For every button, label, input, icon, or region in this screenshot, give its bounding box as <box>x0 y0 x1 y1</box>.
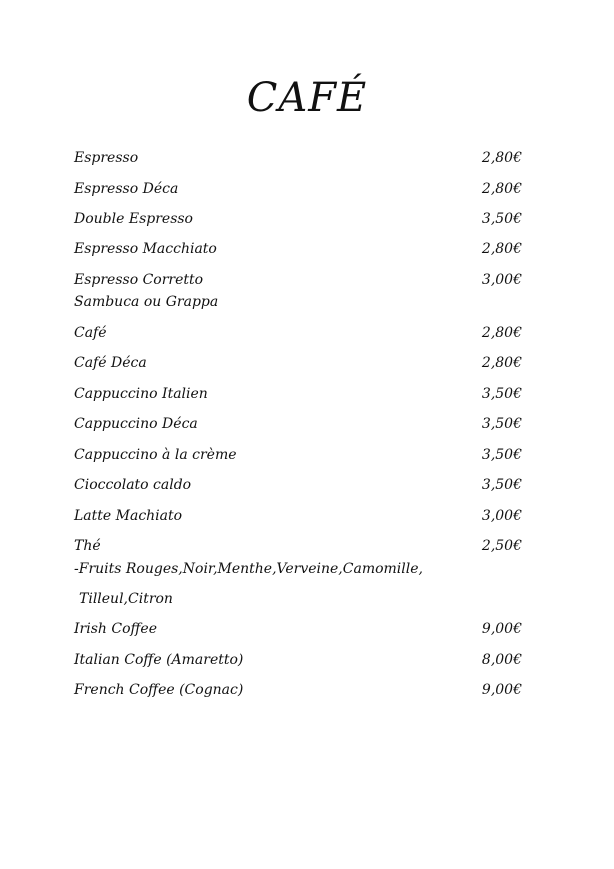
item-name: Espresso <box>74 150 139 166</box>
item-name: Irish Coffee <box>74 621 157 637</box>
item-name: Café <box>74 325 107 341</box>
item-name: Cappuccino à la crème <box>74 447 237 463</box>
item-price: 3,50€ <box>481 477 522 493</box>
item-price: 3,00€ <box>481 272 522 288</box>
item-name: French Coffee (Cognac) <box>74 682 244 698</box>
item-name: Cappuccino Italien <box>74 386 208 402</box>
item-price: 8,00€ <box>481 652 522 668</box>
item-name: Double Espresso <box>74 211 193 227</box>
item-name: Café Déca <box>74 355 147 371</box>
item-price: 2,80€ <box>481 325 522 341</box>
item-price: 2,50€ <box>481 538 522 554</box>
item-price: 3,00€ <box>481 508 522 524</box>
item-subtext-continued: Tilleul,Citron <box>79 591 173 607</box>
item-price: 2,80€ <box>481 181 522 197</box>
item-price: 2,80€ <box>481 355 522 371</box>
item-price: 3,50€ <box>481 416 522 432</box>
item-price: 2,80€ <box>481 150 522 166</box>
item-name: Espresso Corretto <box>74 272 204 288</box>
item-name: Thé <box>74 538 101 554</box>
item-subtext: -Fruits Rouges,Noir,Menthe,Verveine,Camomille, <box>74 561 423 577</box>
item-name: Cioccolato caldo <box>74 477 192 493</box>
item-price: 2,80€ <box>481 241 522 257</box>
menu-title: CAFÉ <box>246 75 368 121</box>
item-price: 3,50€ <box>481 211 522 227</box>
item-price: 9,00€ <box>481 682 522 698</box>
item-price: 3,50€ <box>481 447 522 463</box>
item-name: Italian Coffe (Amaretto) <box>74 652 244 668</box>
item-price: 9,00€ <box>481 621 522 637</box>
item-name: Latte Machiato <box>74 508 183 524</box>
item-name: Espresso Déca <box>74 181 179 197</box>
item-price: 3,50€ <box>481 386 522 402</box>
item-subtext: Sambuca ou Grappa <box>74 294 219 310</box>
item-name: Espresso Macchiato <box>74 241 217 257</box>
item-name: Cappuccino Déca <box>74 416 198 432</box>
